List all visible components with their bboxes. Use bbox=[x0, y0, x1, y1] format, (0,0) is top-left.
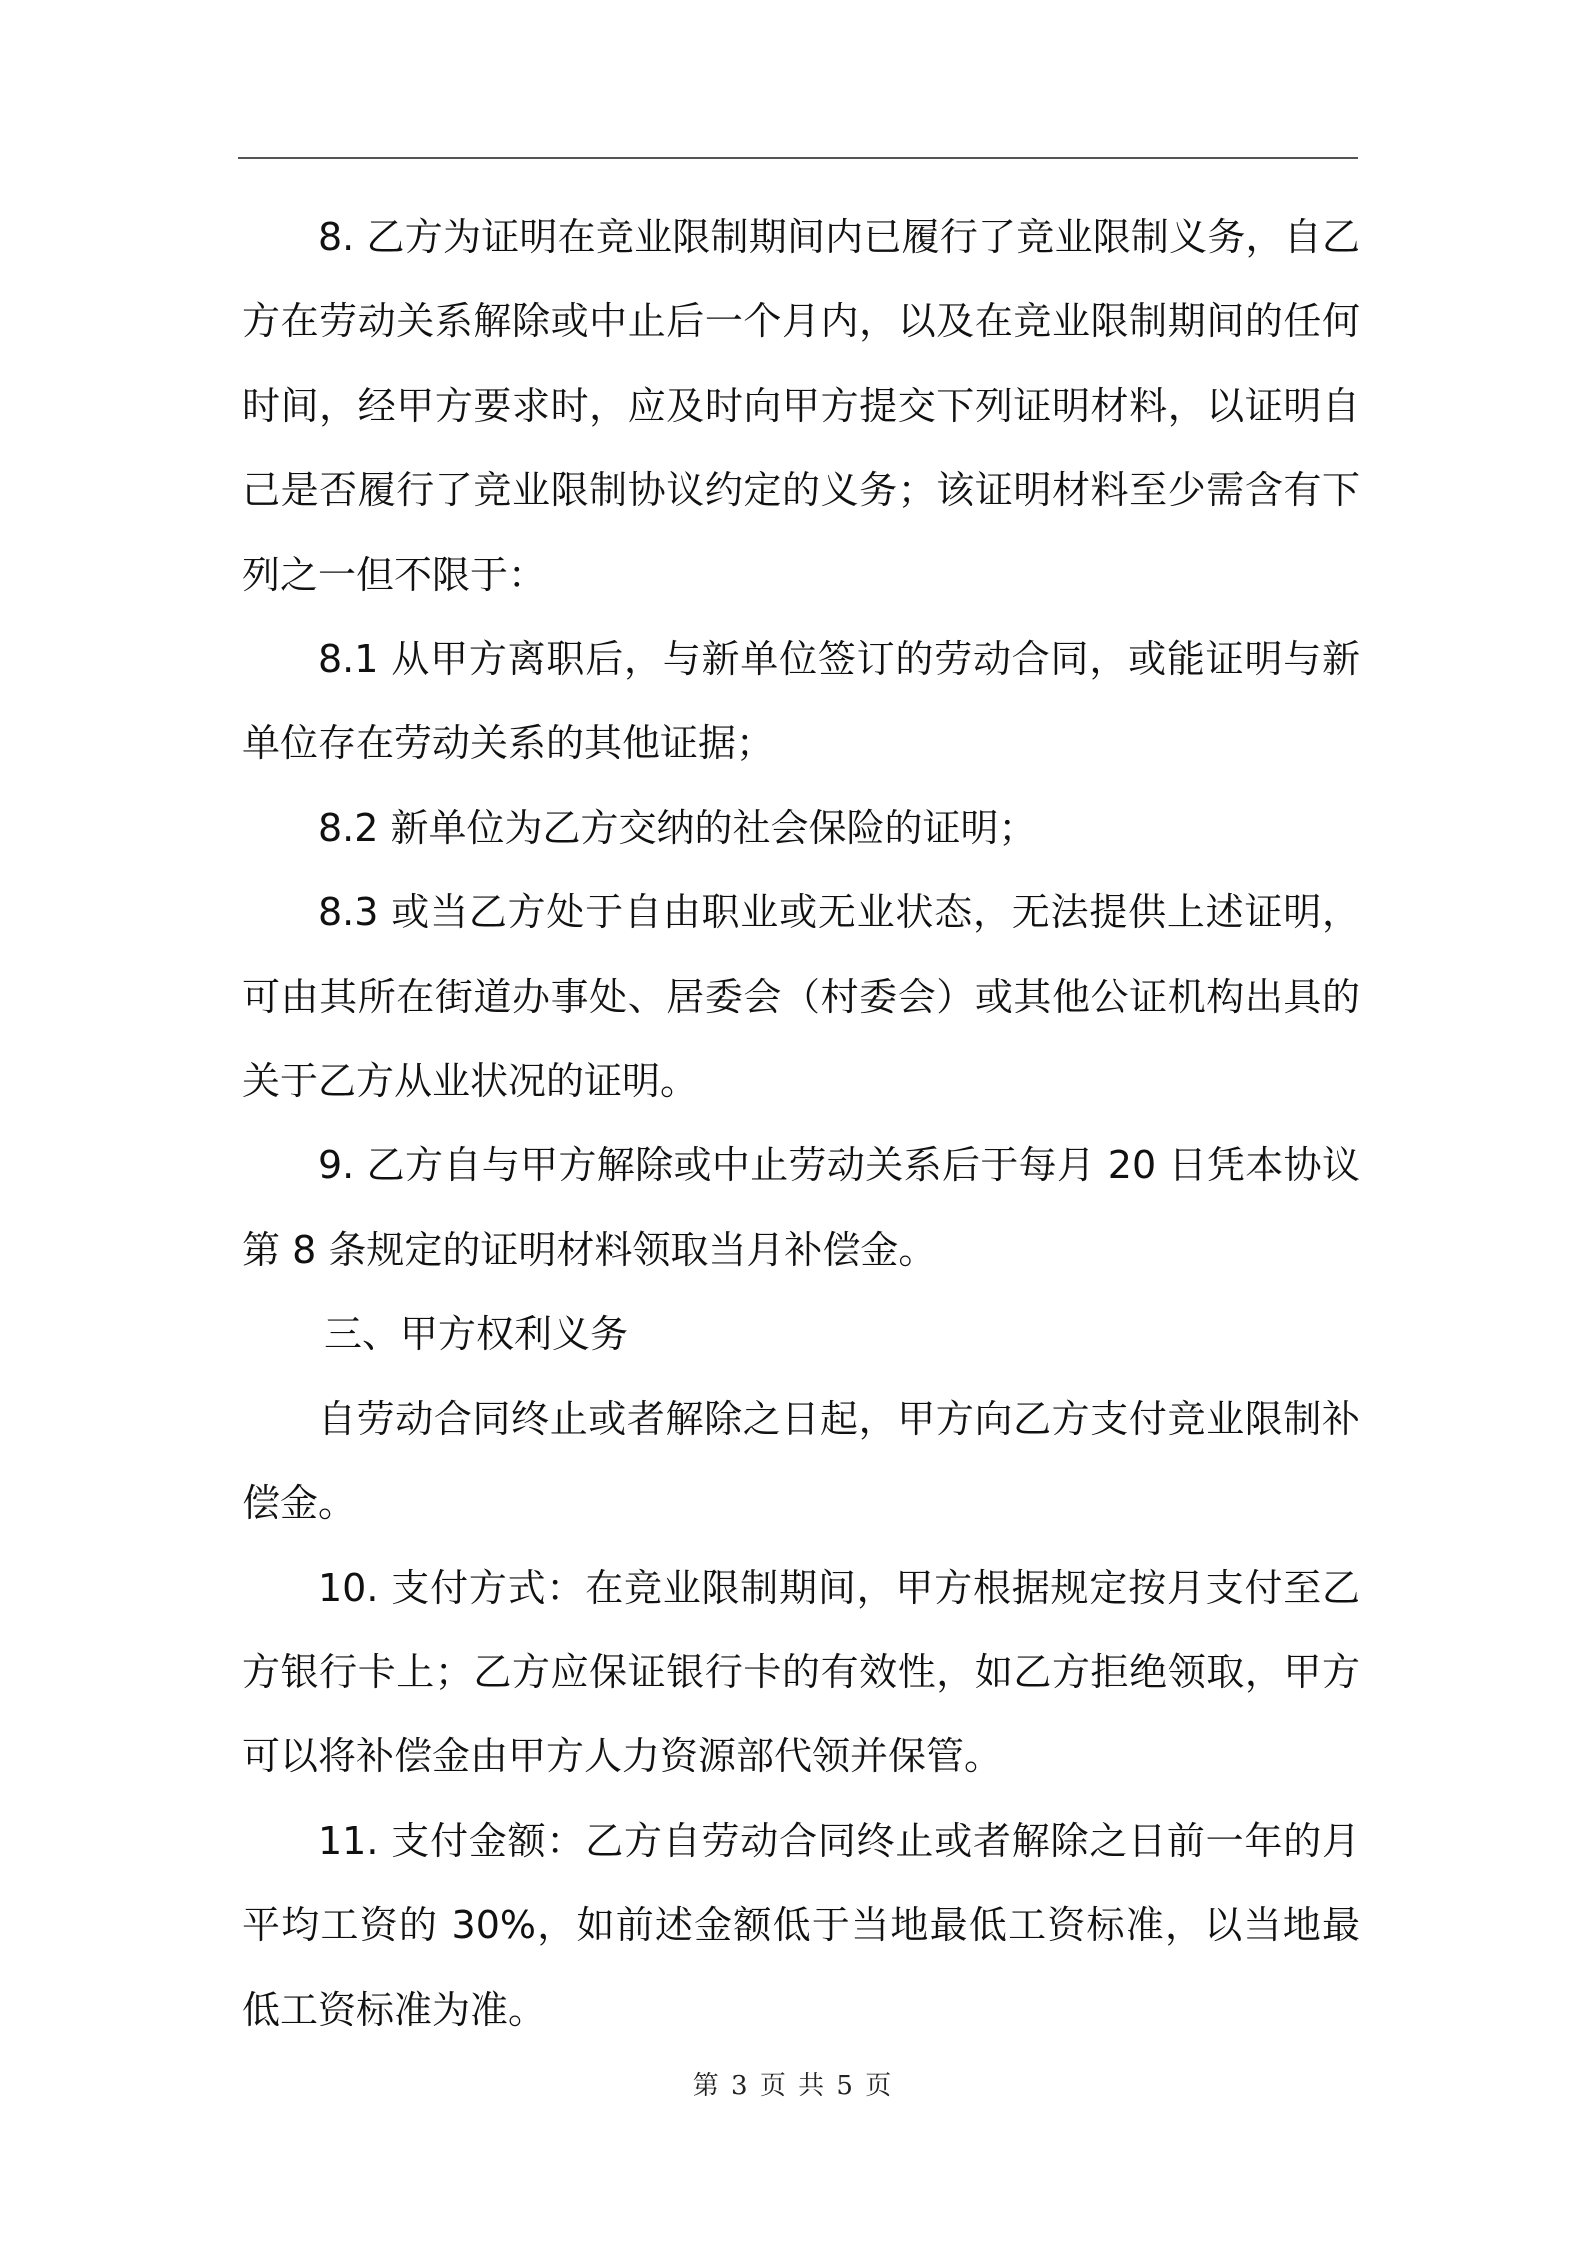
section-3-intro: 自劳动合同终止或者解除之日起，甲方向乙方支付竞业限制补偿金。 bbox=[242, 1396, 1360, 1526]
clause-8-2: 8.2 新单位为乙方交纳的社会保险的证明； bbox=[318, 805, 1037, 850]
clause-8: 8. 乙方为证明在竞业限制期间内已履行了竞业限制义务，自乙方在劳动关系解除或中止后一个月内，以及在竞业限制期间的任何时间，经甲方要求时，应及时向甲方提交下列证明材料，以证明自己是否履行了竞业限制协议约定的义务；该证明材料至少需含有下列之一但不限于： bbox=[242, 215, 1360, 597]
header-rule bbox=[238, 157, 1358, 159]
section-heading-3: 三、甲方权利义务 bbox=[324, 1312, 629, 1357]
clause-8-1: 8.1 从甲方离职后，与新单位签订的劳动合同，或能证明与新单位存在劳动关系的其他证据； bbox=[242, 637, 1360, 766]
clause-10: 10. 支付方式：在竞业限制期间，甲方根据规定按月支付至乙方银行卡上；乙方应保证银行卡的有效性，如乙方拒绝领取，甲方可以将补偿金由甲方人力资源部代领并保管。 bbox=[242, 1565, 1360, 1779]
clause-8-3: 8.3 或当乙方处于自由职业或无业状态，无法提供上述证明，可由其所在街道办事处、居委会（村委会）或其他公证机构出具的关于乙方从业状况的证明。 bbox=[242, 890, 1360, 1104]
clause-9: 9. 乙方自与甲方解除或中止劳动关系后于每月 20 日凭本协议第 8 条规定的证明材料领取当月补偿金。 bbox=[242, 1143, 1360, 1272]
page-number-footer: 第 3 页 共 5 页 bbox=[692, 2071, 894, 2101]
document-body bbox=[242, 195, 1360, 2052]
clause-11: 11. 支付金额：乙方自劳动合同终止或者解除之日前一年的月平均工资的 30%，如前述金额低于当地最低工资标准，以当地最低工资标准为准。 bbox=[242, 1818, 1360, 2032]
